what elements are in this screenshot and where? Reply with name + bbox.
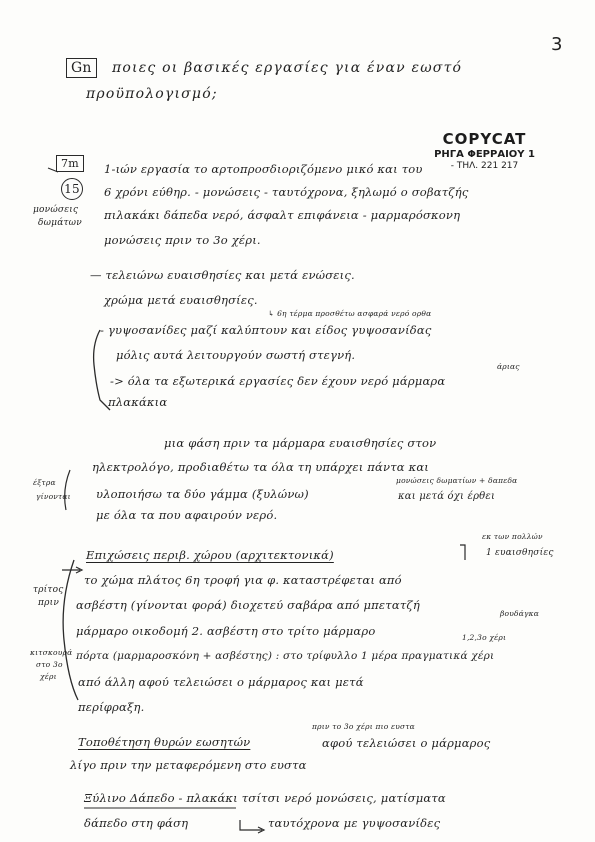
line-21: περίφραξη. <box>78 700 145 714</box>
margin-note-1b: δωμάτων <box>38 218 82 228</box>
line-8: μόλις αυτά λειτουργούν σωστή στεγνή. <box>116 348 356 362</box>
right-bracket-mark <box>460 545 465 560</box>
margin-note-2a: έξτρα <box>33 478 56 487</box>
line-13: υλοποιήσω τα δύο γάμμα (ξυλώνω) <box>96 487 309 501</box>
line-7: - γυψοσανίδες μαζί καλύπτουν και είδος γυψοσανίδας <box>100 323 432 337</box>
line-20: από άλλη αφού τελειώσει ο μάρμαρος και μετά <box>78 675 364 689</box>
section-label: 7m <box>56 155 84 172</box>
line-6: χρώμα μετά ευαισθησίες. <box>104 293 258 307</box>
header-question-line1: ποιες οι βασικές εργασίες για έναν εωστό <box>112 60 463 76</box>
header-label: Gn <box>66 58 97 78</box>
margin-note-4a: κιτσκουρά <box>30 648 73 657</box>
margin-note-2b: γίνονται <box>36 492 71 501</box>
line-23: λίγο πριν την μεταφερόμενη στο ευστα <box>70 758 307 772</box>
margin-note-1a: μονώσεις <box>33 205 79 215</box>
line-11: μια φάση πριν τα μάρμαρα ευαισθησίες στον <box>164 436 437 450</box>
margin-note-4c: χέρι <box>40 672 57 681</box>
line-2: 6 χρόνι εύθηρ. - μονώσεις - ταυτόχρονα, ξηλωμό ο σοβατζής <box>104 185 469 199</box>
left-bracket-mark <box>94 330 110 410</box>
line-9-note: άριας <box>497 362 520 371</box>
long-bracket-mark <box>63 560 78 700</box>
line-13-note: μονώσεις δωματίων + δαπεδα <box>396 476 518 485</box>
line-1: 1-ιών εργασία το αρτοπροσδιοριζόμενο μικό και του <box>104 162 423 176</box>
line-15-note-1: εκ των πολλών <box>482 532 543 541</box>
line-15: Επιχώσεις περιβ. χώρου (αρχιτεκτονικά) <box>86 548 334 562</box>
line-12: ηλεκτρολόγο, προδιαθέτω τα όλα τη υπάρχει πάντα και <box>92 460 430 474</box>
margin-note-3b: πριν <box>38 598 60 608</box>
stamp-street: ΡΗΓΑ ΦΕΡΡΑΙΟΥ 1 <box>434 149 535 160</box>
margin-note-3a: τρίτος <box>33 585 64 595</box>
stamp-phone: - ΤΗΛ. 221 217 <box>450 161 519 171</box>
line-6-note: ↳ 6η τέρμα προσθέτω ασφαρά νερό ορθα <box>268 309 432 318</box>
line-5: — τελειώνω ευαισθησίες και μετά ενώσεις. <box>90 268 355 282</box>
page-number: 3 <box>551 34 563 55</box>
line-22: Τοποθέτηση θυρών εωσητών <box>78 735 251 749</box>
line-15-note-2: 1 ευαισθησίες <box>486 548 554 558</box>
line-14-note: και μετά όχι έρθει <box>398 491 496 502</box>
line-17: ασβέστη (γίνονται φορά) διοχετεύ σαβάρα από μπετατζή <box>76 598 420 612</box>
line-4: μονώσεις πριν το 3ο χέρι. <box>104 233 261 247</box>
tick-mark <box>48 168 58 172</box>
line-22-note: πριν το 3ο χέρι πιο ευστα <box>312 722 415 731</box>
section-number: 15 <box>61 178 83 200</box>
line-14: με όλα τα που αφαιρούν νερό. <box>96 508 278 522</box>
line-24: Ξύλινο Δάπεδο - πλακάκι τσίτσι νερό μονώσεις, ματίσματα <box>84 791 446 805</box>
line-25: δάπεδο στη φάση <box>84 816 189 830</box>
line-19: πόρτα (μαρμαροσκόνη + ασβέστης) : στο τρίφυλλο 1 μέρα πραγματικά χέρι <box>76 650 495 662</box>
header-question-line2: προϋπολογισμό; <box>86 86 218 102</box>
line-18-note: 1,2,3ο χέρι <box>462 633 507 642</box>
line-22b: αφού τελειώσει ο μάρμαρος <box>322 736 491 750</box>
margin-note-4b: στο 3ο <box>36 660 63 669</box>
arrow-line-2 <box>240 820 262 830</box>
stamp-name: COPYCAT <box>442 130 527 148</box>
line-10: πλακάκια <box>108 395 168 409</box>
line-3: πιλακάκι δάπεδα νερό, άσφαλτ επιφάνεια - μαρμαρόσκονη <box>104 208 461 222</box>
line-25b: ταυτόχρονα με γυψοσανίδες <box>268 816 441 830</box>
line-18: μάρμαρο οικοδομή 2. ασβέστη στο τρίτο μάρμαρο <box>76 624 376 638</box>
line-16: το χώμα πλάτος 6η τροφή για φ. καταστρέφεται από <box>84 573 402 587</box>
line-9: -> όλα τα εξωτερικά εργασίες δεν έχουν νερό μάρμαρα <box>110 374 446 388</box>
line-17-note: βουδάγκα <box>500 609 540 618</box>
margin-bracket-mark <box>65 470 70 510</box>
